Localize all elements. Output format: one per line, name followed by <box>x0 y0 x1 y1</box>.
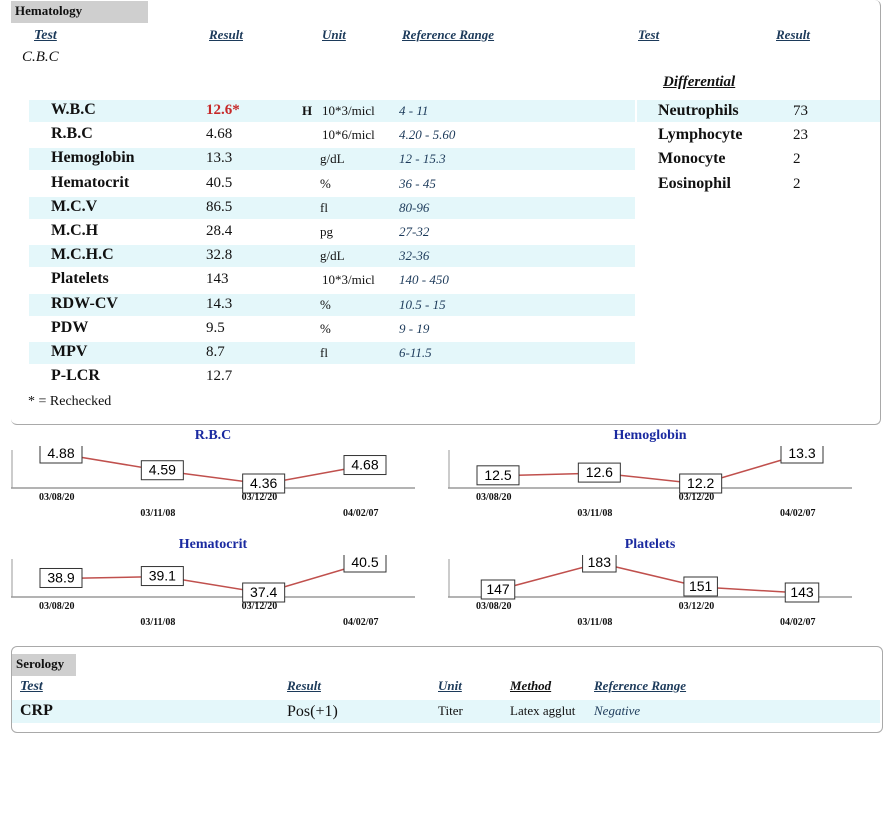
test-unit: g/dL <box>320 248 345 264</box>
x-tick-label: 04/02/07 <box>343 508 379 519</box>
data-label: 4.59 <box>148 461 176 478</box>
test-unit: 10*3/micl <box>322 103 375 118</box>
test-result: 13.3 <box>206 150 233 167</box>
test-name: RDW-CV <box>51 294 118 312</box>
test-result: 86.5 <box>206 198 233 215</box>
serology-header-result: Result <box>287 678 321 693</box>
trend-chart <box>448 428 852 528</box>
differential-name: Neutrophils <box>658 102 739 119</box>
data-label: 183 <box>587 555 612 570</box>
reference-range: 6-11.5 <box>399 345 432 360</box>
differential-value: 73 <box>793 103 808 119</box>
differential-name: Lymphocyte <box>658 126 743 144</box>
header-test-2: Test <box>638 27 660 42</box>
data-label: 4.68 <box>351 456 379 473</box>
test-result: 40.5 <box>206 174 233 191</box>
trend-chart <box>11 537 415 637</box>
test-unit: pg <box>320 224 333 239</box>
x-tick-label: 03/08/20 <box>476 601 512 612</box>
series-line <box>61 454 365 484</box>
reference-range: 4 - 11 <box>399 103 429 118</box>
test-result: 28.4 <box>206 223 233 239</box>
chart-title: Hemoglobin <box>613 428 687 443</box>
data-label: 12.6 <box>585 464 613 481</box>
data-label: 4.88 <box>47 446 75 461</box>
header-result: Result <box>209 27 243 42</box>
reference-range: 12 - 15.3 <box>399 151 446 167</box>
test-result: 14.3 <box>206 295 233 312</box>
serology-header-test: Test <box>20 679 43 694</box>
row-band <box>29 294 635 316</box>
test-name: Platelets <box>51 270 109 288</box>
header-result-2: Result <box>776 27 810 42</box>
test-name: M.C.H <box>51 222 99 239</box>
serology-unit: Titer <box>438 703 463 718</box>
differential-value: 2 <box>793 151 801 168</box>
row-band <box>29 197 635 219</box>
data-label: 12.5 <box>484 466 512 483</box>
test-result: 4.68 <box>206 126 233 143</box>
data-label: 4.36 <box>250 475 278 491</box>
reference-range: 80-96 <box>399 199 430 215</box>
chart-title: Platelets <box>624 537 676 552</box>
x-tick-label: 03/11/08 <box>140 508 176 519</box>
test-name: W.B.C <box>51 101 96 118</box>
data-label: 151 <box>688 578 713 594</box>
chart-title: Hematocrit <box>178 537 248 552</box>
test-name: Hemoglobin <box>51 149 135 167</box>
footnote: * = Rechecked <box>28 394 112 409</box>
serology-header-reference-range: Reference Range <box>594 678 687 693</box>
test-result: 143 <box>206 271 229 288</box>
serology-section-title: Serology <box>12 654 76 676</box>
serology-header-method: Method <box>510 678 552 693</box>
series-line <box>498 563 802 593</box>
data-label: 13.3 <box>788 446 816 461</box>
x-tick-label: 04/02/07 <box>780 617 816 628</box>
test-unit: 10*3/micl <box>322 272 375 288</box>
row-band <box>29 342 635 364</box>
x-tick-label: 03/12/20 <box>241 492 278 503</box>
header-unit: Unit <box>322 27 346 42</box>
serology-method: Latex agglut <box>510 703 576 718</box>
test-result: 9.5 <box>206 319 225 336</box>
data-label: 147 <box>486 581 510 597</box>
serology-reference-range: Negative <box>594 703 641 718</box>
reference-range: 9 - 19 <box>399 320 430 336</box>
x-tick-label: 03/08/20 <box>39 492 75 503</box>
differential-name: Eosinophil <box>658 174 731 192</box>
data-label: 143 <box>790 584 814 600</box>
test-name: MPV <box>51 343 88 360</box>
test-unit: % <box>320 296 331 312</box>
serology-header-unit: Unit <box>438 678 462 693</box>
reference-range: 140 - 450 <box>399 272 449 288</box>
abnormal-flag: H <box>302 103 313 118</box>
test-unit: 10*6/micl <box>322 127 375 143</box>
x-tick-label: 03/12/20 <box>678 601 715 612</box>
x-tick-label: 04/02/07 <box>780 508 816 519</box>
x-tick-label: 03/08/20 <box>39 601 75 612</box>
data-label: 37.4 <box>250 584 278 600</box>
reference-range: 4.20 - 5.60 <box>399 127 456 143</box>
reference-range: 10.5 - 15 <box>399 296 446 312</box>
reference-range: 36 - 45 <box>399 175 436 191</box>
test-unit: % <box>320 320 331 336</box>
test-result: 32.8 <box>206 247 233 264</box>
serology-result: Pos(+1) <box>287 703 338 720</box>
test-unit: % <box>320 175 331 191</box>
x-tick-label: 03/12/20 <box>241 601 278 612</box>
test-unit: fl <box>320 345 328 360</box>
reference-range: 32-36 <box>399 248 430 264</box>
test-result: 8.7 <box>206 344 225 360</box>
series-line <box>498 454 802 484</box>
x-tick-label: 03/11/08 <box>140 617 176 628</box>
series-line <box>61 563 365 593</box>
header-test: Test <box>34 28 57 43</box>
differential-title: Differential <box>663 74 736 90</box>
test-name: M.C.H.C <box>51 246 114 264</box>
serology-test-name: CRP <box>20 702 53 719</box>
test-name: P-LCR <box>51 367 100 385</box>
test-result: 12.6* <box>206 102 240 118</box>
chart-title: R.B.C <box>194 428 232 443</box>
x-tick-label: 03/11/08 <box>577 508 613 519</box>
test-name: R.B.C <box>51 125 93 143</box>
trend-chart <box>448 537 852 637</box>
data-label: 12.2 <box>687 475 715 491</box>
differential-value: 23 <box>793 127 808 144</box>
x-tick-label: 03/11/08 <box>577 617 613 628</box>
x-tick-label: 03/12/20 <box>678 492 715 503</box>
test-unit: g/dL <box>320 151 345 167</box>
differential-name: Monocyte <box>658 150 726 168</box>
data-label: 38.9 <box>47 569 75 586</box>
panel-name: C.B.C <box>22 49 59 65</box>
test-name: M.C.V <box>51 197 98 215</box>
differential-value: 2 <box>793 175 801 192</box>
header-reference-range: Reference Range <box>402 27 495 42</box>
data-label: 40.5 <box>351 555 379 570</box>
test-unit: fl <box>320 199 328 215</box>
test-name: Hematocrit <box>51 173 130 191</box>
test-name: PDW <box>51 318 89 336</box>
trend-chart <box>11 428 415 528</box>
test-result: 12.7 <box>206 368 233 385</box>
x-tick-label: 03/08/20 <box>476 492 512 503</box>
data-label: 39.1 <box>148 567 176 584</box>
hematology-section-title: Hematology <box>11 1 148 23</box>
x-tick-label: 04/02/07 <box>343 617 379 628</box>
reference-range: 27-32 <box>399 224 430 239</box>
